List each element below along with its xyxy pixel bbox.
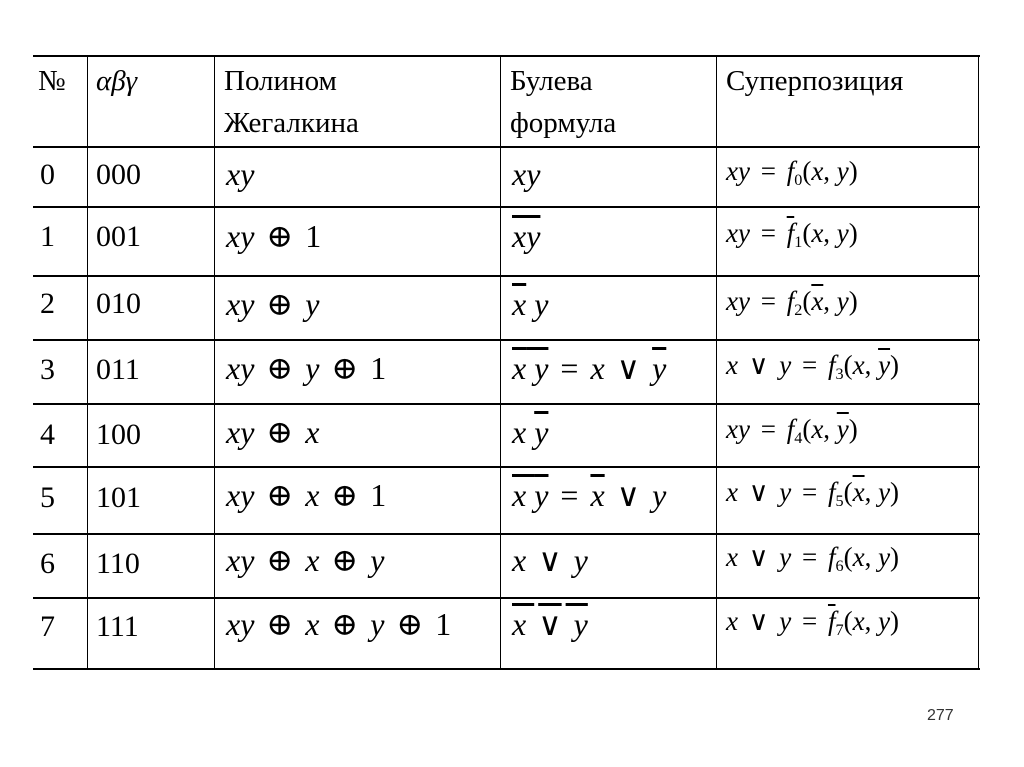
row-number: 6 (40, 547, 55, 580)
column-divider (214, 55, 215, 668)
superposition-formula: xy = $\overline{f}_1(x$, y) (726, 218, 858, 251)
page-number: 277 (927, 707, 954, 724)
header-code: αβγ (96, 65, 138, 97)
column-divider (716, 55, 717, 668)
boolean-formula: x ∨ y (512, 542, 588, 578)
table-border-right (978, 55, 979, 668)
superposition-formula: x ∨ $y = f_5(\overline{x}$, y) (726, 477, 900, 510)
zhegalkin-polynomial: xy ⊕ y ⊕ 1 (226, 350, 387, 386)
row-code: 100 (96, 418, 141, 451)
table-border-top (33, 55, 980, 57)
header-boolean: Булева формула (510, 65, 617, 140)
zhegalkin-polynomial: xy ⊕ 1 (226, 218, 322, 254)
row-code: 101 (96, 481, 141, 514)
zhegalkin-polynomial: xy ⊕ x ⊕ y ⊕ 1 (226, 606, 452, 642)
boolean-formula: $\overline{xy}$ (512, 218, 541, 254)
zhegalkin-polynomial: xy (226, 156, 255, 192)
boolean-formula: xy (512, 156, 541, 192)
superposition-formula: x ∨ $y = f_6(x$, y) (726, 542, 900, 575)
zhegalkin-polynomial: xy ⊕ x ⊕ y (226, 542, 385, 578)
boolean-formula: x $\overline{y}$ (512, 414, 549, 450)
row-number: 3 (40, 353, 55, 386)
row-code: 111 (96, 610, 139, 643)
row-divider (33, 146, 980, 148)
row-code: 000 (96, 158, 141, 191)
superposition-formula: xy = $f_2(\overline{x}$, y) (726, 286, 858, 319)
zhegalkin-polynomial: xy ⊕ x (226, 414, 320, 450)
boolean-formula: $\overline{x}$ y (512, 286, 549, 322)
row-divider (33, 597, 980, 599)
row-code: 011 (96, 353, 140, 386)
row-divider (33, 206, 980, 208)
superposition-formula: x ∨ $y = \overline{f}_7(x$, y) (726, 606, 900, 639)
row-code: 110 (96, 547, 140, 580)
header-superposition: Суперпозиция (726, 65, 904, 97)
row-number: 5 (40, 481, 55, 514)
superposition-formula: xy = $f_4(x$, $\overline{y}$) (726, 414, 858, 447)
row-number: 0 (40, 158, 55, 191)
row-code: 001 (96, 220, 141, 253)
row-divider (33, 275, 980, 277)
boolean-formula: x $y = \overline{x}$ ∨ y (512, 477, 667, 513)
superposition-formula: x ∨ $y = f_3(x$, $\overline{y}$) (726, 350, 900, 383)
zhegalkin-polynomial: xy ⊕ y (226, 286, 320, 322)
row-number: 1 (40, 220, 55, 253)
row-number: 4 (40, 418, 55, 451)
table-border-bottom (33, 668, 980, 670)
row-divider (33, 533, 980, 535)
header-number: № (38, 65, 66, 97)
row-number: 7 (40, 610, 55, 643)
boolean-formula: x ∨ y (512, 606, 588, 642)
row-divider (33, 403, 980, 405)
header-zhegalkin: Полином Жегалкина (224, 65, 359, 140)
row-divider (33, 339, 980, 341)
row-divider (33, 466, 980, 468)
boolean-formula: x y = x ∨ $\overline{y}$ (512, 350, 667, 386)
column-divider (87, 55, 88, 668)
zhegalkin-polynomial: xy ⊕ x ⊕ 1 (226, 477, 387, 513)
row-number: 2 (40, 287, 55, 320)
column-divider (500, 55, 501, 668)
row-code: 010 (96, 287, 141, 320)
superposition-formula: xy = $f_0(x$, y) (726, 156, 858, 189)
